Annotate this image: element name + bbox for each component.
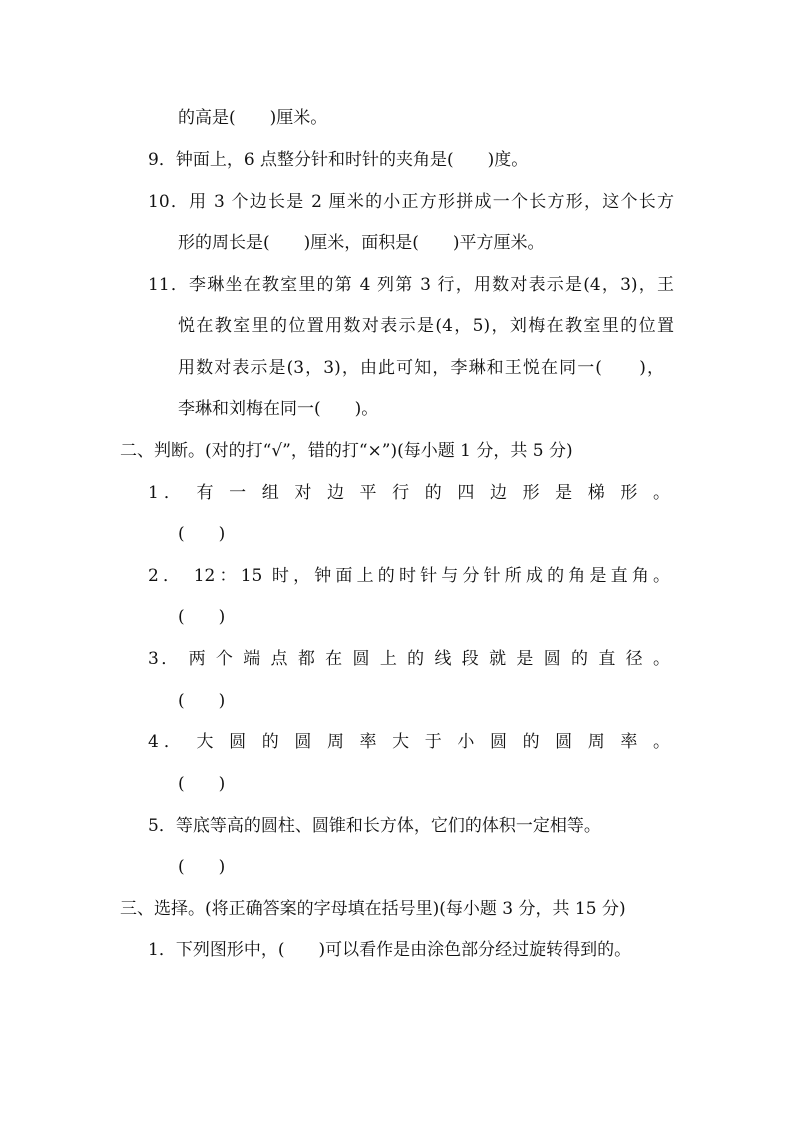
question-11-line-4: 李琳和刘梅在同一( )。: [178, 399, 379, 419]
choice-item-1: 1．下列图形中，( )可以看作是由涂色部分经过旋转得到的。: [148, 940, 632, 960]
question-10-line-1: 10．用 3 个边长是 2 厘米的小正方形拼成一个长方形，这个长方: [148, 192, 674, 212]
judge-item-2: 2． 12：15 时，钟面上的时针与分针所成的角是直角。: [148, 566, 670, 586]
section-3-heading: 三、选择。(将正确答案的字母填在括号里)(每小题 3 分，共 15 分): [120, 899, 626, 919]
question-9: 9．钟面上，6 点整分针和时针的夹角是( )度。: [148, 150, 529, 170]
question-11-line-1: 11．李琳坐在教室里的第 4 列第 3 行，用数对表示是(4，3)，王: [148, 275, 674, 295]
judge-item-3-answer: ( ): [178, 691, 226, 711]
judge-item-5: 5．等底等高的圆柱、圆锥和长方体，它们的体积一定相等。: [148, 816, 601, 836]
section-2-heading: 二、判断。(对的打“√”，错的打“×”)(每小题 1 分，共 5 分): [120, 441, 573, 461]
judge-item-5-answer: ( ): [178, 857, 226, 877]
question-11-line-2: 悦在教室里的位置用数对表示是(4，5)，刘梅在教室里的位置: [178, 316, 674, 336]
judge-item-4: 4． 大 圆 的 圆 周 率 大 于 小 圆 的 圆 周 率 。: [148, 732, 670, 752]
judge-item-3: 3． 两 个 端 点 都 在 圆 上 的 线 段 就 是 圆 的 直 径 。: [148, 649, 670, 669]
judge-item-1-answer: ( ): [178, 524, 226, 544]
judge-item-1: 1． 有 一 组 对 边 平 行 的 四 边 形 是 梯 形 。: [148, 483, 670, 503]
question-10-line-2: 形的周长是( )厘米，面积是( )平方厘米。: [178, 233, 545, 253]
question-11-line-3: 用数对表示是(3，3)，由此可知，李琳和王悦在同一( )，: [178, 358, 664, 378]
judge-item-4-answer: ( ): [178, 774, 226, 794]
question-8-continuation: 的高是( )厘米。: [178, 108, 328, 128]
judge-item-2-answer: ( ): [178, 607, 226, 627]
